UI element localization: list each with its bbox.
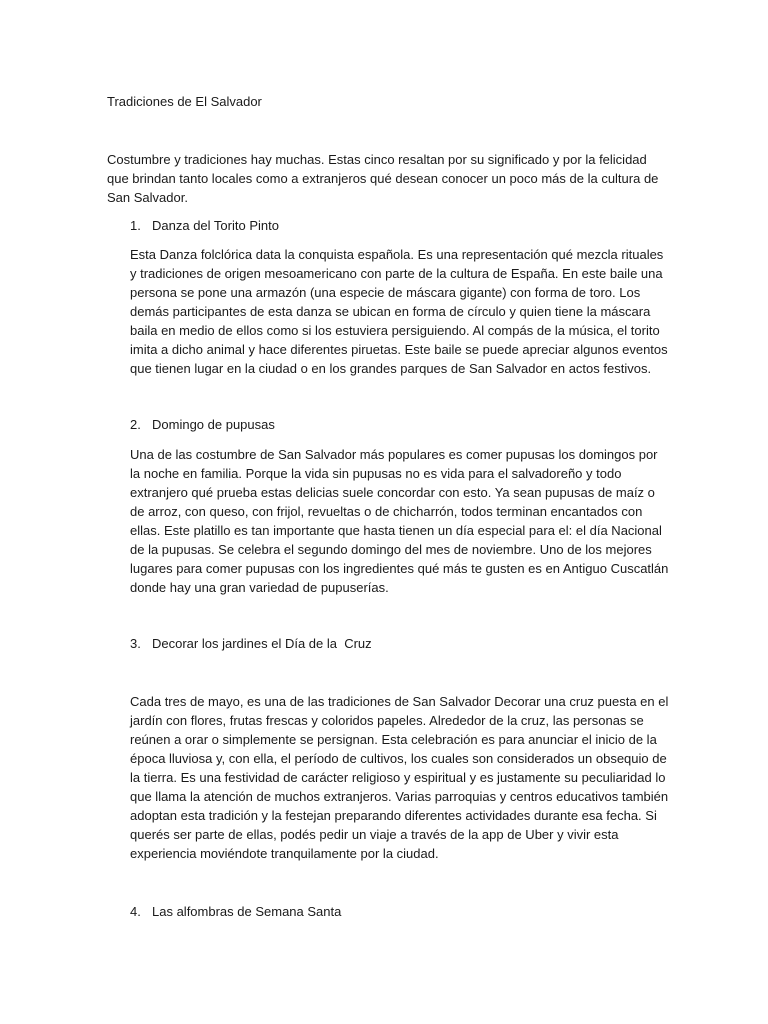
intro-paragraph: Costumbre y tradiciones hay muchas. Estas cinco resaltan por su significado y por la felicidad que brindan tanto locales como a extranjeros qué desean conocer un poco más de la cultura de San Salvador. (107, 152, 659, 205)
list-item-title: Las alfombras de Semana Santa (152, 904, 342, 919)
list-item-title: Danza del Torito Pinto (152, 218, 279, 233)
list-item-number: 3. (130, 636, 141, 651)
list-item-title: Domingo de pupusas (152, 417, 275, 432)
list-item-number: 2. (130, 417, 141, 432)
list-item-number: 4. (130, 904, 141, 919)
list-item-title: Decorar los jardines el Día de la Cruz (152, 636, 372, 651)
section-paragraph: Cada tres de mayo, es una de las tradiciones de San Salvador Decorar una cruz puesta en el jardín con flores, frutas frescas y coloridos papeles. Alrededor de la cruz, las personas se reúnen a orar o simplemente se persignan. Esta celebración es para anunciar el inicio de la época lluviosa y, con ella, el período de cultivos, los cuales son considerados un obsequio de la tierra. Es una festividad de carácter religioso y espiritual y es justamente su peculiaridad lo que llama la atención de muchos extranjeros. Varias parroquias y centros educativos también adoptan esta tradición y la festejan preparando diferentes actividades durante esa fecha. Si querés ser parte de ellas, podés pedir un viaje a través de la app de Uber y vivir esta experiencia moviéndote tranquilamente por la ciudad. (130, 694, 669, 861)
section-paragraph: Esta Danza folclórica data la conquista española. Es una representación qué mezcla rituales y tradiciones de origen mesoamericano con parte de la cultura de España. En este baile una persona se pone una armazón (una especie de máscara gigante) con forma de toro. Los demás participantes de esta danza se ubican en forma de círculo y quien tiene la máscara baila en medio de ellos como si los estuviera persiguiendo. Al compás de la música, el torito imita a dicho animal y hace diferentes piruetas. Este baile se puede apreciar algunos eventos que tienen lugar en la ciudad o en los grandes parques de San Salvador en actos festivos. (130, 247, 668, 376)
section-paragraph: Una de las costumbre de San Salvador más populares es comer pupusas los domingos por la noche en familia. Porque la vida sin pupusas no es vida para el salvadoreño y todo extranjero qué prueba estas delicias suele concordar con esto. Ya sean pupusas de maíz o de arroz, con queso, con frijol, revueltas o de chicharrón, todos terminan encantados con ellas. Este platillo es tan importante que hasta tienen un día especial para el: el día Nacional de la pupusas. Se celebra el segundo domingo del mes de noviembre. Uno de los mejores lugares para comer pupusas con los ingredientes qué más te gusten es en Antiguo Cuscatlán donde hay una gran variedad de pupuserías. (130, 447, 669, 595)
list-item-number: 1. (130, 218, 141, 233)
document-title: Tradiciones de El Salvador (107, 94, 262, 109)
